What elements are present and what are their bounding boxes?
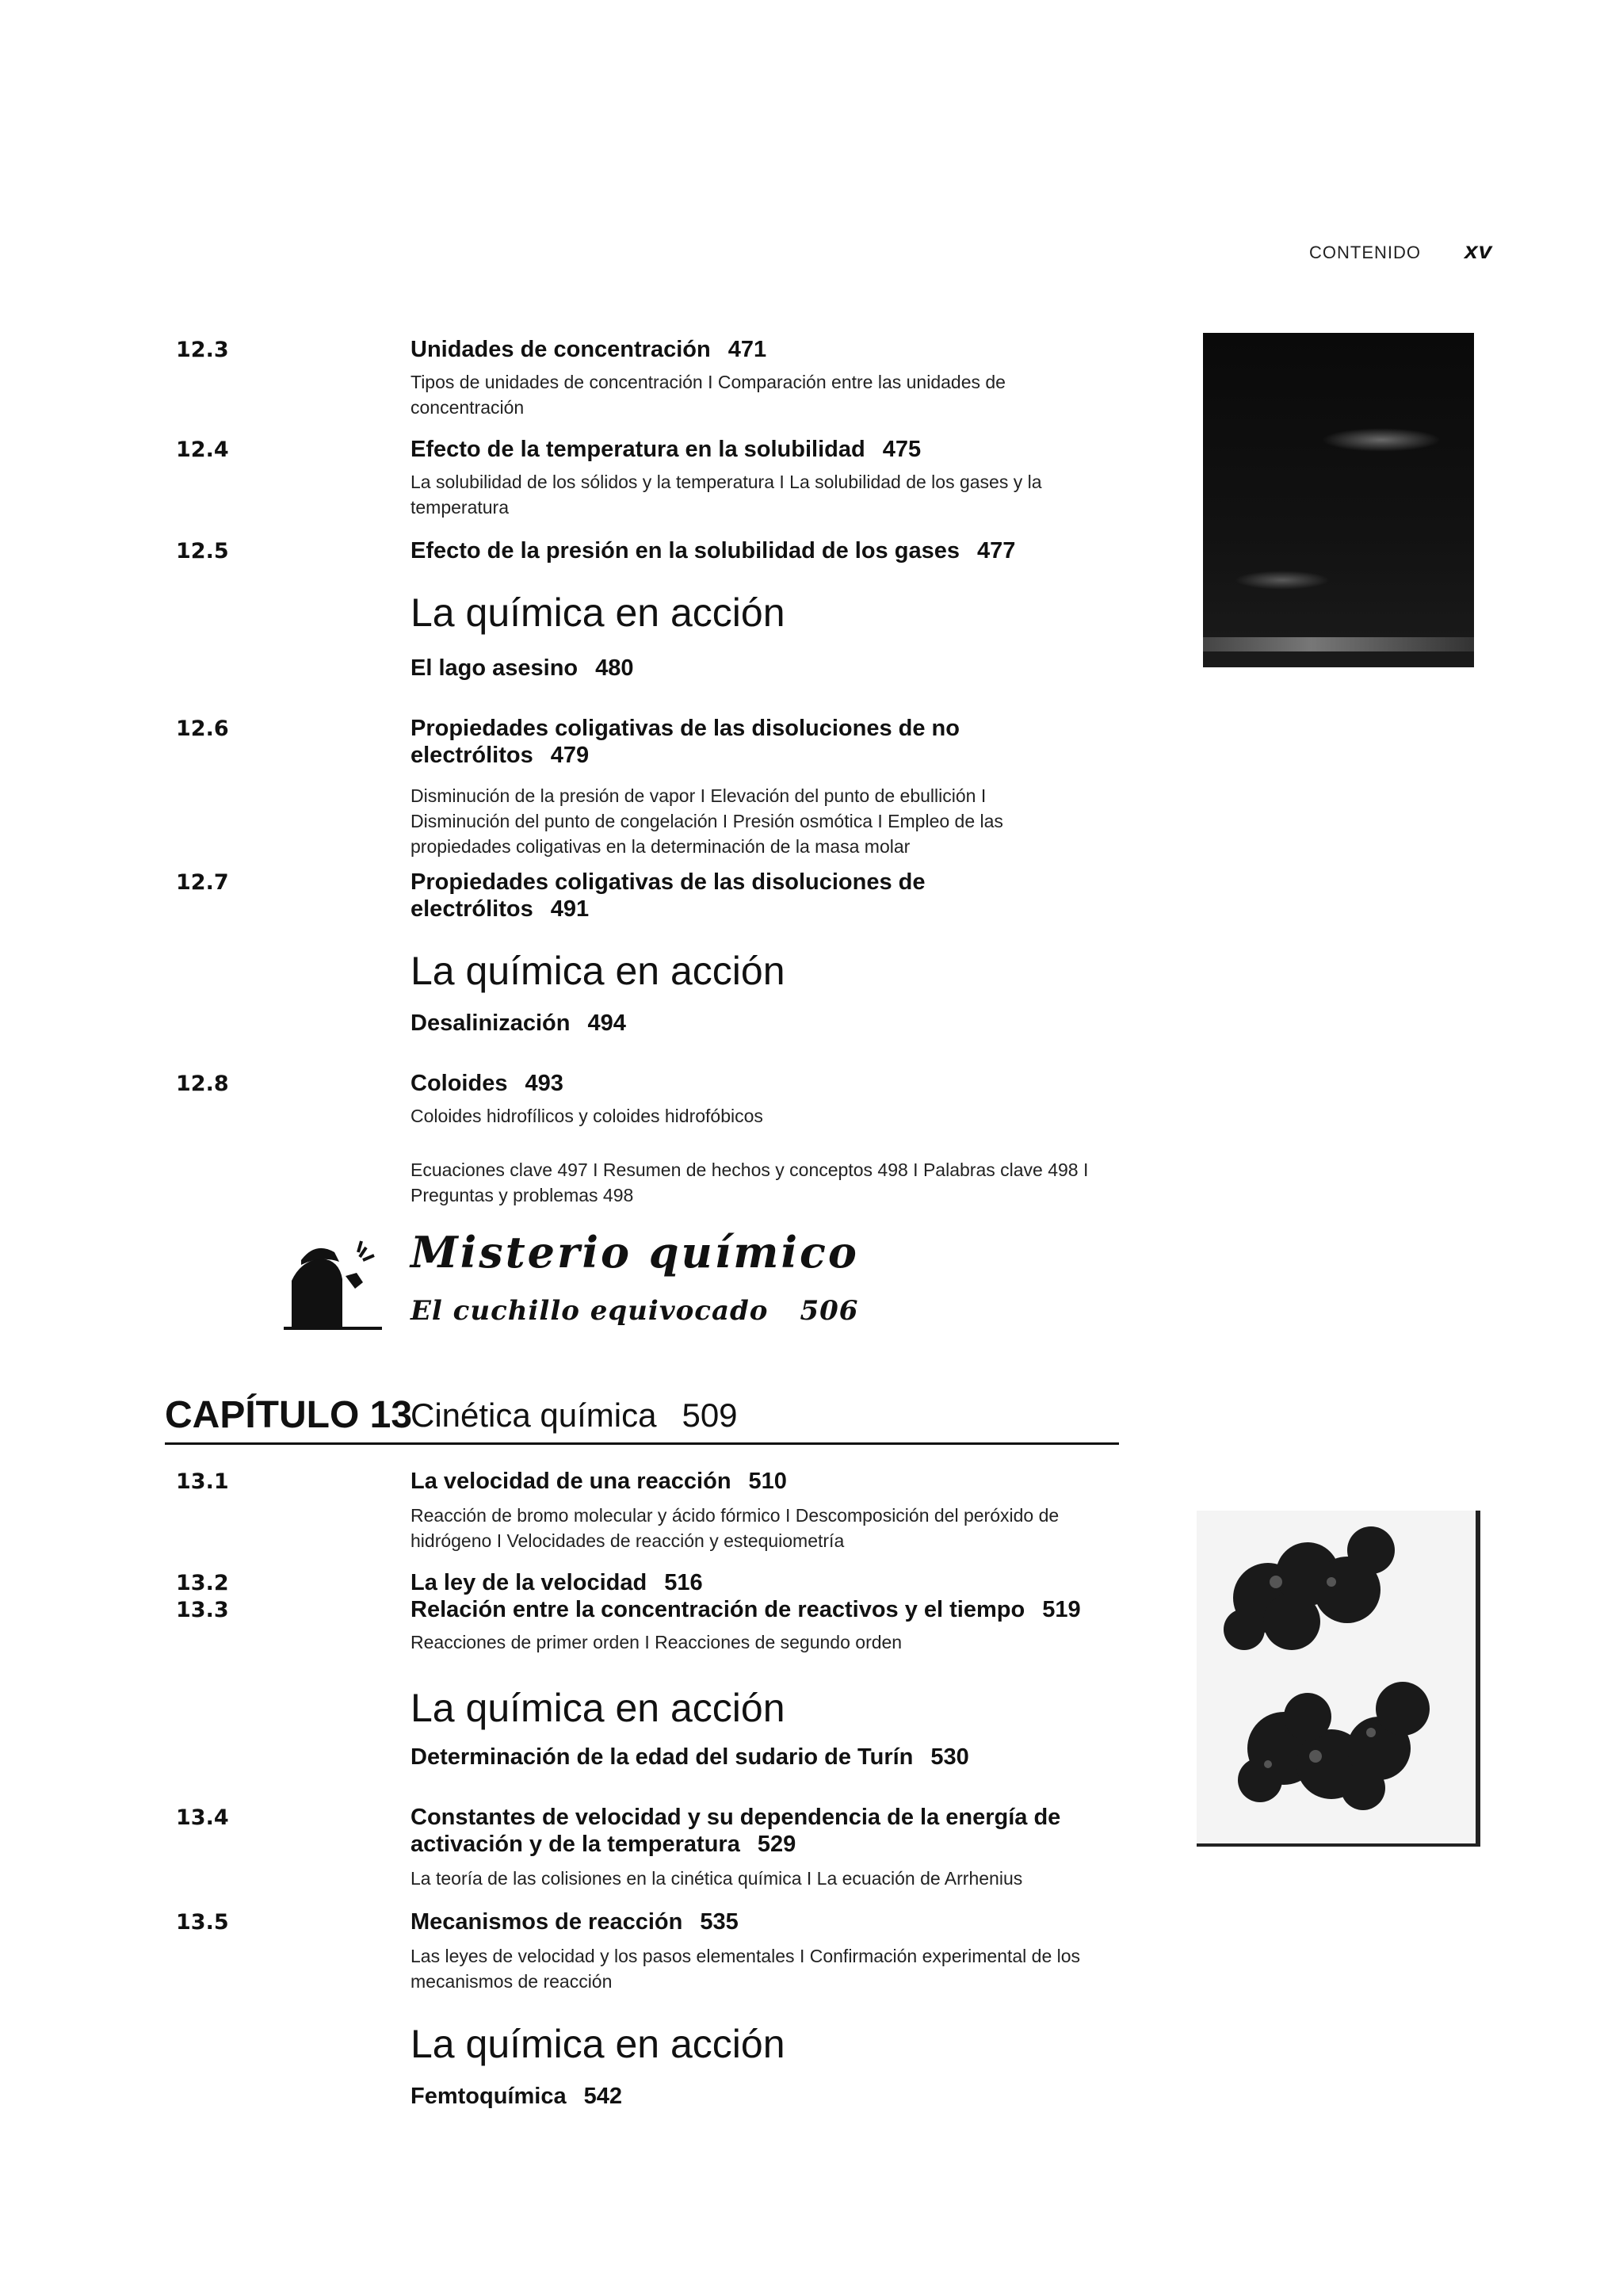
section-number: 13.1: [176, 1469, 229, 1494]
section-subtopics: Coloides hidrofílicos y coloides hidrofóbicos: [411, 1106, 763, 1126]
feature-item[interactable]: Desalinización 494: [411, 1010, 626, 1036]
section-title[interactable]: Constantes de velocidad y su dependencia de la energía de activación y de la temperatura 529: [411, 1805, 1061, 1857]
section-subtopics: La solubilidad de los sólidos y la temperatura I La solubilidad de los gases y la temperatura: [411, 472, 1042, 518]
section-subtopics: Reacción de bromo molecular y ácido fórmico I Descomposición del peróxido de hidrógeno I Velocidades de reacción y estequiometría: [411, 1505, 1060, 1551]
section-page: 510: [748, 1469, 787, 1494]
section-number: 12.5: [176, 539, 229, 563]
feature-heading: La química en acción: [411, 2022, 785, 2066]
section-number: 12.6: [176, 716, 229, 741]
section-subtopics: Disminución de la presión de vapor I Elevación del punto de ebullición I Disminución del punto de congelación I Presión osmótica I Empleo de las propiedades coligativas en la determinación de la masa molar: [411, 785, 1003, 857]
feature-heading: La química en acción: [411, 949, 785, 993]
section-subtopics: Reacciones de primer orden I Reacciones de segundo orden: [411, 1632, 903, 1652]
section-number: 12.3: [176, 338, 229, 362]
chapter-divider: [165, 1442, 1119, 1445]
section-page: 516: [664, 1570, 703, 1595]
section-title[interactable]: Efecto de la temperatura en la solubilidad 475: [411, 437, 922, 462]
feature-heading: La química en acción: [411, 590, 785, 635]
feature-item[interactable]: Determinación de la edad del sudario de Turín 530: [411, 1744, 969, 1770]
section-page: 519: [1042, 1597, 1081, 1622]
lake-photo: [1203, 333, 1474, 667]
section-page: 491: [550, 896, 590, 922]
section-page: 529: [757, 1832, 796, 1857]
section-number: 12.7: [176, 870, 229, 895]
chapter-label: CAPÍTULO 13: [165, 1394, 413, 1436]
feature-item[interactable]: Femtoquímica 542: [411, 2084, 622, 2109]
section-page: 471: [727, 337, 767, 362]
running-header: CONTENIDO: [1309, 243, 1421, 262]
feature-item[interactable]: El lago asesino 480: [411, 655, 634, 681]
section-page: 479: [550, 743, 590, 768]
section-number: 12.4: [176, 437, 229, 462]
molecule-image: [1197, 1511, 1480, 1847]
section-page: 475: [882, 437, 922, 462]
page-number: xv: [1465, 238, 1493, 264]
feature-heading: La química en acción: [411, 1686, 785, 1730]
section-title[interactable]: La velocidad de una reacción 510: [411, 1469, 787, 1494]
detective-icon: [284, 1233, 382, 1331]
section-title[interactable]: Propiedades coligativas de las disoluciones de electrólitos 491: [411, 869, 926, 922]
section-page: 493: [525, 1071, 563, 1096]
section-title[interactable]: Efecto de la presión en la solubilidad de los gases 477: [411, 538, 1016, 563]
section-number: 12.8: [176, 1072, 229, 1096]
mystery-item[interactable]: El cuchillo equivocado 506: [411, 1295, 859, 1327]
section-title[interactable]: Unidades de concentración 471: [411, 337, 767, 362]
section-number: 13.4: [176, 1805, 229, 1830]
mystery-title: Misterio químico: [411, 1227, 859, 1278]
section-title[interactable]: Propiedades coligativas de las disoluciones de no electrólitos 479: [411, 716, 960, 768]
section-page: 535: [700, 1909, 739, 1935]
section-subtopics: La teoría de las colisiones en la cinética química I La ecuación de Arrhenius: [411, 1868, 1023, 1889]
chapter-title[interactable]: Cinética química 509: [411, 1396, 738, 1434]
section-number: 13.2: [176, 1571, 229, 1595]
section-title[interactable]: Relación entre la concentración de reactivos y el tiempo 519: [411, 1597, 1081, 1622]
section-subtopics: Las leyes de velocidad y los pasos elementales I Confirmación experimental de los mecanismos de reacción: [411, 1946, 1081, 1992]
section-title[interactable]: Coloides 493: [411, 1071, 563, 1096]
section-title[interactable]: Mecanismos de reacción 535: [411, 1909, 739, 1935]
section-number: 13.5: [176, 1910, 229, 1935]
section-number: 13.3: [176, 1598, 229, 1622]
chapter-end-matter: Ecuaciones clave 497 I Resumen de hechos y conceptos 498 I Palabras clave 498 I Preguntas y problemas 498: [411, 1159, 1089, 1205]
section-page: 477: [976, 538, 1016, 563]
section-subtopics: Tipos de unidades de concentración I Comparación entre las unidades de concentración: [411, 372, 1006, 418]
section-title[interactable]: La ley de la velocidad 516: [411, 1570, 703, 1595]
